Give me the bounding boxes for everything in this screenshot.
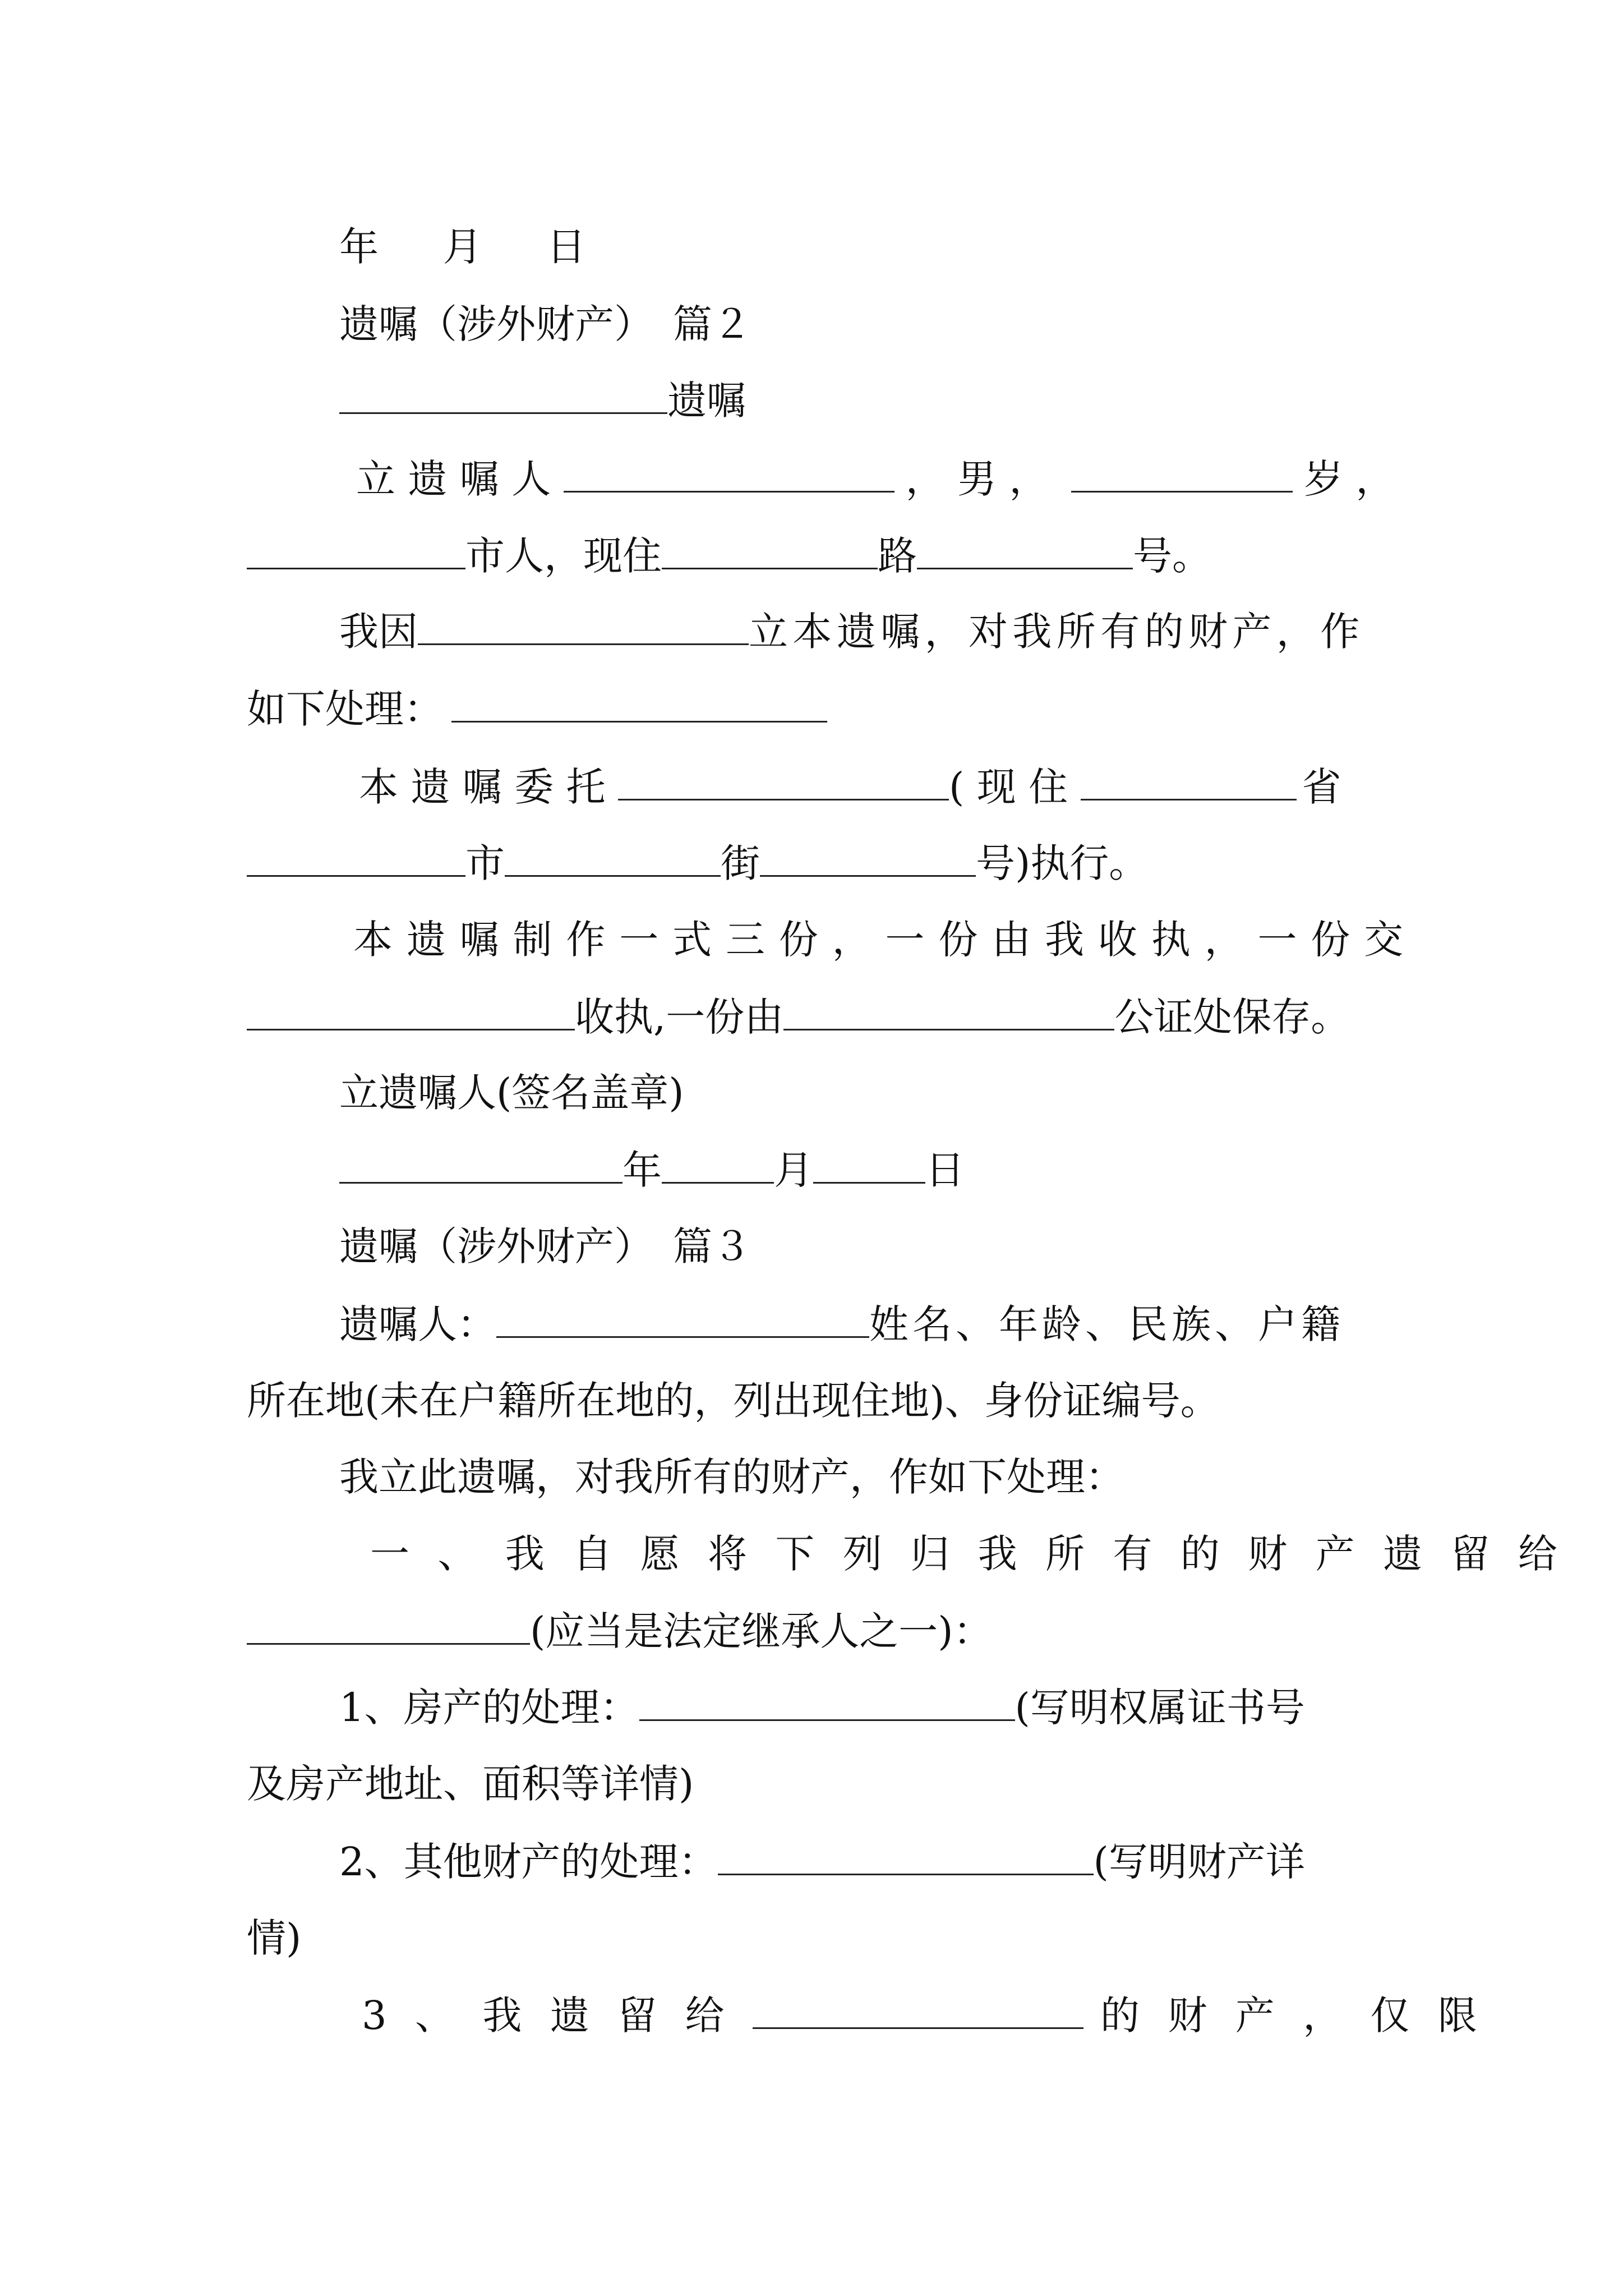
blank-field[interactable] [639, 1679, 1015, 1721]
paragraph-disposition: 我立此遗嘱，对我所有的财产，作如下处理： [339, 1454, 1124, 1500]
blank-field[interactable] [760, 835, 976, 877]
blank-field[interactable] [505, 835, 721, 877]
blank-field[interactable] [917, 527, 1133, 569]
paragraph-custody: 收执,一份由 公证处保存。 [247, 988, 1350, 1045]
blank-field[interactable] [418, 603, 749, 645]
paragraph-residence: 市人，现住 路 号。 [247, 527, 1211, 584]
blank-field[interactable] [813, 1142, 925, 1184]
blank-field[interactable] [247, 988, 575, 1030]
blank-field[interactable] [247, 1603, 530, 1645]
blank-field[interactable] [662, 1142, 774, 1184]
section2-title: 遗嘱（涉外财产） 篇２ [339, 301, 751, 347]
blank-field[interactable] [339, 1142, 623, 1184]
blank-field[interactable] [783, 988, 1114, 1030]
blank-field[interactable] [718, 1833, 1094, 1875]
blank-field[interactable] [1071, 450, 1293, 493]
blank-field[interactable] [564, 450, 895, 493]
paragraph-testator-info: 遗嘱人： 姓名、年龄、民族、户籍 [339, 1296, 1344, 1352]
paragraph-executor-address: 市 街 号)执行。 [247, 835, 1148, 891]
blank-field[interactable] [451, 680, 827, 723]
paragraph-executor: 本遗嘱委托 (现住 省 [359, 758, 1341, 815]
section3-title: 遗嘱（涉外财产） 篇３ [339, 1223, 751, 1269]
paragraph-domicile: 所在地(未在户籍所在地的，列出现住地)、身份证编号。 [247, 1378, 1220, 1424]
paragraph-copies: 本遗嘱制作一式三份，一份由我收执，一份交 [353, 917, 1417, 963]
will-heading: 遗嘱 [339, 372, 746, 429]
paragraph-reason: 我因 立本遗嘱，对我所有的财产，作 [339, 603, 1364, 660]
signature-line: 立遗嘱人(签名盖章) [339, 1070, 684, 1116]
paragraph-other-property: 2、其他财产的处理： (写明财产详 [339, 1833, 1305, 1890]
paragraph-other-property-details: 情) [247, 1915, 302, 1961]
paragraph-property: 1、房产的处理： (写明权属证书号 [339, 1679, 1305, 1736]
paragraph-handling: 如下处理： [247, 680, 827, 737]
blank-field[interactable] [1081, 758, 1297, 800]
blank-field[interactable] [339, 372, 667, 414]
date-line [339, 219, 598, 275]
paragraph-testator: 立遗嘱人 ，男， 岁， [356, 450, 1408, 507]
blank-field[interactable] [753, 1987, 1083, 2029]
blank-field[interactable] [496, 1296, 869, 1338]
blank-field[interactable] [618, 758, 949, 800]
paragraph-property-details: 及房产地址、面积等详情) [247, 1761, 694, 1807]
signature-date: 年 月 日 [339, 1142, 965, 1198]
blank-field[interactable] [662, 527, 878, 569]
blank-field[interactable] [247, 835, 465, 877]
date-line-text: 年 月 日 [339, 224, 598, 270]
blank-field[interactable] [247, 527, 465, 569]
paragraph-limitation: 3、我遗留给 的财产，仅限 [362, 1987, 1505, 2044]
paragraph-bequest: 一、我自愿将下列归我所有的财产遗留给 [370, 1531, 1586, 1577]
paragraph-heir: (应当是法定继承人之一)： [247, 1603, 993, 1659]
